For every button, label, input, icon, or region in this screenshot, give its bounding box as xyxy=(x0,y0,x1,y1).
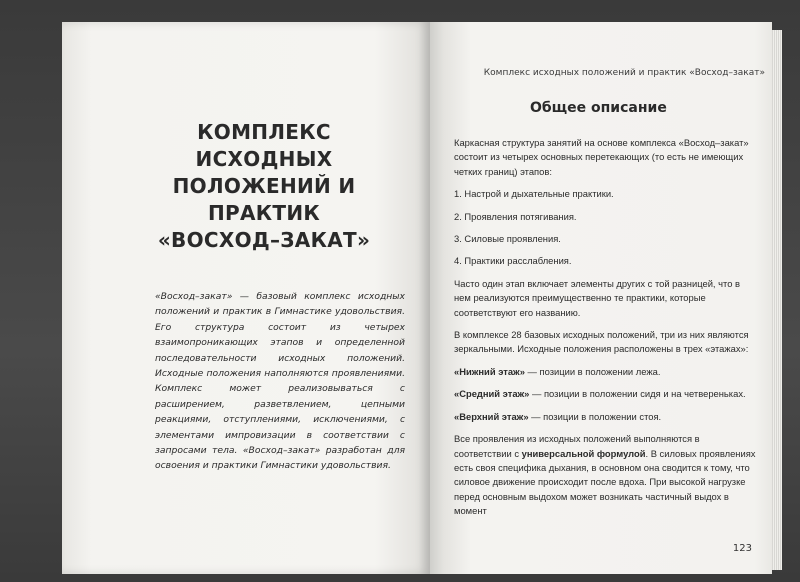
section-title: Общее описание xyxy=(530,100,667,116)
chapter-title-line-1: КОМПЛЕКС ИСХОДНЫХ xyxy=(195,120,333,171)
paragraph-3: В комплексе 28 базовых исходных положений, три из них являются зеркальными. Исходные положения расположены в трех «этажах»: xyxy=(454,329,749,355)
paragraph-4-bold: универсальной формулой xyxy=(521,447,646,459)
page-number: 123 xyxy=(732,543,752,554)
list-item: 2. Проявления потягивания. xyxy=(454,210,577,222)
book-spread xyxy=(62,22,780,574)
chapter-title-line-2: ПОЛОЖЕНИЙ И ПРАКТИК xyxy=(172,174,356,225)
floor-text: — позиции в положении лежа. xyxy=(524,365,661,377)
section-body xyxy=(454,136,756,527)
stages-list xyxy=(454,187,756,269)
floor-text: — позиции в положении сидя и на четвереньках. xyxy=(529,388,746,400)
floor-label: «Верхний этаж» xyxy=(454,410,529,422)
paragraph-4-start: Все проявления из исходных положений выполняются в соответствии с xyxy=(454,433,700,459)
floor-middle xyxy=(454,387,756,401)
floor-label: «Средний этаж» xyxy=(454,388,530,400)
list-item: 3. Силовые проявления. xyxy=(454,233,561,245)
chapter-title-line-3: «ВОСХОД–ЗАКАТ» xyxy=(157,228,371,252)
right-page xyxy=(430,22,772,574)
running-head: Комплекс исходных положений и практик «Восход–закат» xyxy=(483,68,765,78)
chapter-intro-text: «Восход–закат» — базовый комплекс исходных положений и практик в Гимнастике удовольствия. Его структура состоит из четырех взаимопроникающих этапов и определенной последовательности исходных положений. Исходные положения наполняются проявлениями. Комплекс может реализовываться с расширением, разветвлением, цепными реакциями, отступлениями, исключениями, с элементами импровизации в соответствии с запросами тела. «Восход–закат» разработан для освоения и практики Гимнастики удовольствия. xyxy=(155,291,405,472)
floor-label: «Нижний этаж» xyxy=(454,365,525,377)
floor-bottom xyxy=(454,365,756,379)
paragraph-4 xyxy=(454,432,756,518)
left-page xyxy=(62,22,430,574)
paragraph-2: Часто один этап включает элементы других с той разницей, что в нем реализуются преимущественно те практики, которые соответствуют его названию. xyxy=(454,277,741,318)
page-edges xyxy=(772,30,782,570)
list-item: 4. Практики расслабления. xyxy=(454,255,572,267)
floor-text: — позиции в положении стоя. xyxy=(528,410,662,422)
floor-top xyxy=(454,410,756,424)
paragraph-4-end: . В силовых проявлениях есть своя специфика дыхания, в основном она сводится к тому, что силовое движение происходит после вдоха. При высокой нагрузке перед основным выдохом может возникать частичный выдох в момент xyxy=(454,447,756,517)
chapter-title xyxy=(134,119,394,254)
intro-paragraph: Каркасная структура занятий на основе комплекса «Восход–закат» состоит из четырех основных перетекающих (то есть не имеющих четких границ) этапов: xyxy=(454,137,749,177)
list-item: 1. Настрой и дыхательные практики. xyxy=(454,188,614,200)
